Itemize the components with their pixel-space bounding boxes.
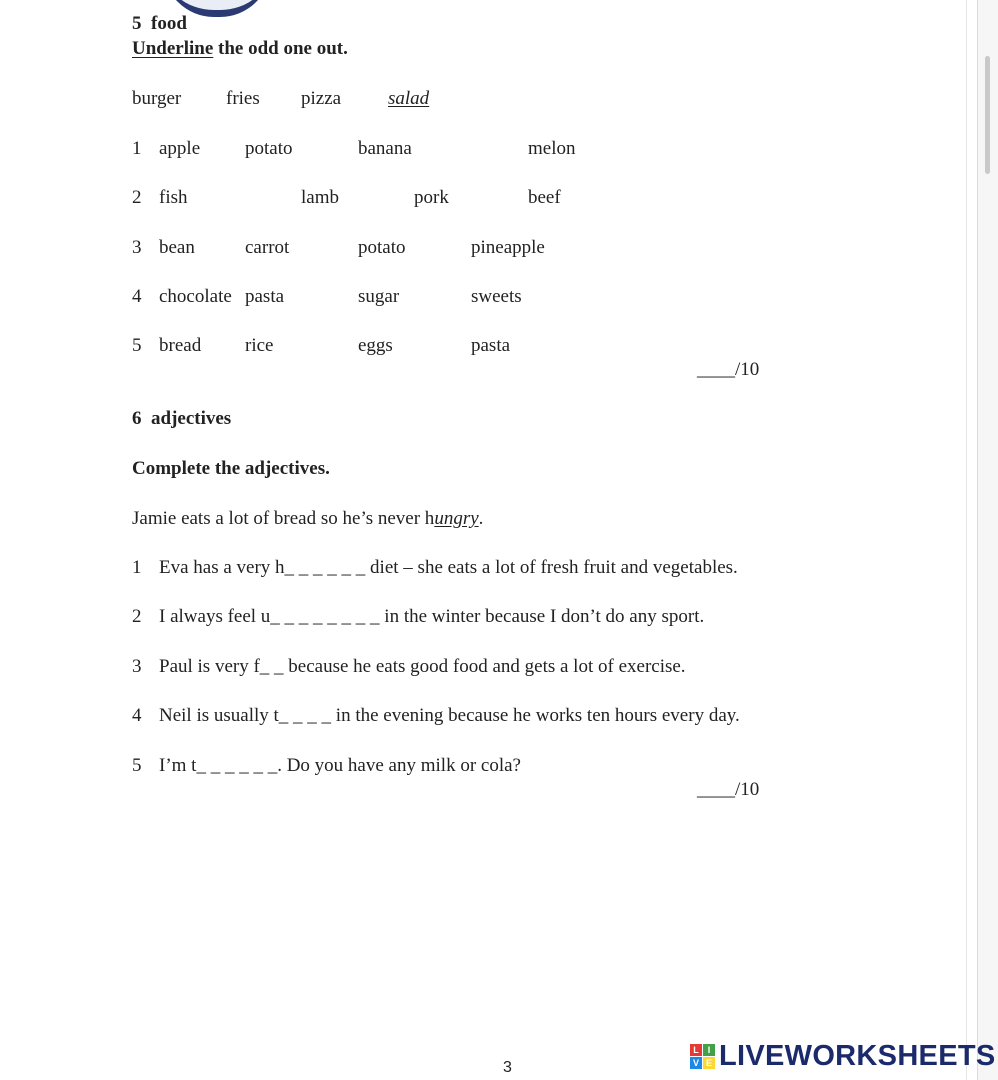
sentence-item[interactable]: I’m t_ _ _ _ _ _. Do you have any milk or cola? — [159, 755, 521, 776]
sentence-item[interactable]: Paul is very f_ _ because he eats good food and gets a lot of exercise. — [159, 656, 686, 677]
item-number: 2 — [132, 606, 142, 627]
example-text: Jamie eats a lot of bread so he’s never h — [132, 508, 435, 529]
logo-mark-icon: L I V E — [690, 1044, 715, 1069]
choice-word[interactable]: beef — [528, 187, 561, 208]
logo-text: LIVEWORKSHEETS — [719, 1039, 996, 1072]
choice-word[interactable]: potato — [245, 138, 293, 159]
choice-word[interactable]: fish — [159, 187, 188, 208]
example-end: . — [478, 508, 484, 529]
scrollbar-thumb[interactable] — [985, 56, 990, 174]
item-number: 5 — [132, 755, 142, 776]
item-number: 4 — [132, 286, 142, 307]
choice-word[interactable]: bean — [159, 237, 195, 258]
choice-word[interactable]: sugar — [358, 286, 400, 307]
section-number: 6 — [132, 408, 142, 429]
choice-word[interactable]: carrot — [245, 237, 290, 258]
choice-word[interactable]: pork — [414, 187, 449, 208]
item-number: 1 — [132, 557, 142, 578]
item-number: 4 — [132, 705, 142, 726]
instruction-text: the odd one out. — [218, 38, 348, 59]
item-number: 3 — [132, 656, 142, 677]
example-word: burger — [132, 88, 182, 109]
choice-word[interactable]: apple — [159, 138, 201, 159]
item-number: 3 — [132, 237, 142, 258]
example-word: pizza — [301, 88, 342, 109]
choice-word[interactable]: potato — [358, 237, 406, 258]
adjectives-example — [132, 507, 483, 531]
choice-word[interactable]: eggs — [358, 335, 393, 356]
page-edge — [966, 0, 967, 1080]
item-number: 2 — [132, 187, 142, 208]
choice-word[interactable]: chocolate — [159, 286, 232, 307]
choice-word[interactable]: pasta — [245, 286, 285, 307]
liveworksheets-logo[interactable] — [690, 1038, 996, 1074]
page-number: 3 — [503, 1059, 512, 1076]
section-title: food — [151, 13, 187, 34]
choice-word[interactable]: pasta — [471, 335, 511, 356]
choice-word[interactable]: melon — [528, 138, 576, 159]
score-food: ____/10 — [697, 359, 760, 380]
sentence-item[interactable]: I always feel u_ _ _ _ _ _ _ _ in the winter because I don’t do any sport. — [159, 606, 705, 627]
item-number: 5 — [132, 335, 142, 356]
adjectives-instruction: Complete the adjectives. — [132, 458, 330, 479]
sentence-item[interactable]: Eva has a very h_ _ _ _ _ _ diet – she eats a lot of fresh fruit and vegetables. — [159, 557, 738, 578]
sentence-item[interactable]: Neil is usually t_ _ _ _ in the evening because he works ten hours every day. — [159, 705, 740, 726]
item-number: 1 — [132, 138, 142, 159]
choice-word[interactable]: lamb — [301, 187, 339, 208]
choice-word[interactable]: banana — [358, 138, 412, 159]
section-adjectives-heading — [132, 407, 231, 431]
choice-word[interactable]: sweets — [471, 286, 522, 307]
choice-word[interactable]: pineapple — [471, 237, 545, 258]
food-instruction — [132, 37, 348, 61]
section-title: adjectives — [151, 408, 232, 429]
section-number: 5 — [132, 13, 142, 34]
score-adjectives: ____/10 — [697, 779, 760, 800]
example-answer: ungry — [434, 508, 479, 529]
example-answer-word: salad — [388, 88, 430, 109]
instruction-underline-word: Underline — [132, 38, 214, 59]
section-food-heading — [132, 12, 187, 36]
choice-word[interactable]: bread — [159, 335, 202, 356]
choice-word[interactable]: rice — [245, 335, 274, 356]
example-word: fries — [226, 88, 260, 109]
